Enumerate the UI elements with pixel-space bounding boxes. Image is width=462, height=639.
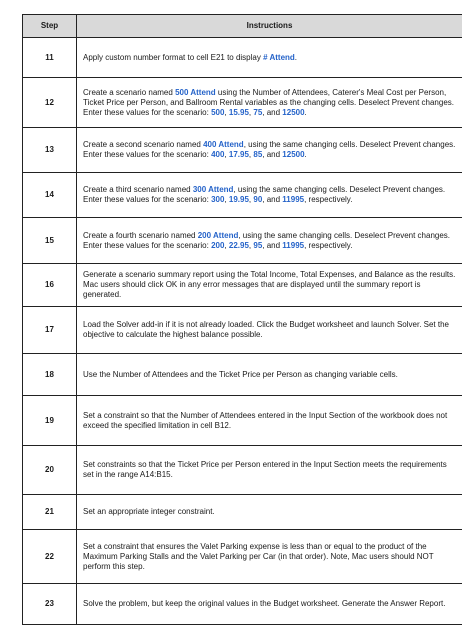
highlighted-value: 95	[253, 240, 263, 250]
instruction-text: , and	[262, 240, 283, 250]
instruction-text: using the Number of Attendees, Caterer's Meal Cost per Person, Ticket Price per Person, and Ballroom Rental variables as the changing cells. Deselect Prevent changes. Enter these values for the scenario:	[83, 87, 455, 117]
step-number: 21	[23, 495, 77, 530]
instruction-text: ,	[248, 240, 254, 250]
instruction-text: Generate a scenario summary report using the Total Income, Total Expenses, and Balance as the results. Mac users should click OK in any error messages that are displayed until the summary report is generated.	[83, 270, 456, 299]
instruction-text: ,	[224, 150, 229, 159]
instruction-text: , and	[262, 150, 283, 159]
step-number: 20	[23, 446, 77, 495]
highlighted-value: 500 Attend	[175, 87, 216, 97]
header-row	[23, 15, 462, 38]
step-instruction	[77, 128, 462, 173]
instruction-text: Solve the problem, but keep the original values in the Budget worksheet. Generate the Answer Report.	[83, 599, 446, 608]
step-number: 14	[23, 173, 77, 218]
steps-table	[22, 14, 462, 625]
instruction-text: .	[294, 52, 298, 62]
instruction-text: Create a second scenario named	[83, 140, 204, 149]
instruction-text: , using the same changing cells. Deselect Prevent changes. Enter these values for the scenario:	[83, 230, 451, 250]
instruction-text: ,	[248, 150, 254, 159]
step-number: 15	[23, 218, 77, 264]
highlighted-value: 400 Attend	[203, 140, 244, 149]
step-row	[23, 530, 462, 584]
instruction-text: , respectively.	[304, 195, 353, 204]
step-row	[23, 128, 462, 173]
highlighted-value: 300	[211, 195, 225, 204]
step-instruction	[77, 396, 462, 446]
instruction-text: ,	[224, 107, 229, 117]
step-row	[23, 584, 462, 625]
highlighted-value: 12500	[282, 150, 305, 159]
instruction-text: Load the Solver add-in if it is not already loaded. Click the Budget worksheet and launch Solver. Set the objective to calculate the highest balance possible.	[83, 320, 449, 339]
highlighted-value: 11995	[282, 195, 305, 204]
step-number: 13	[23, 128, 77, 173]
steps-body	[23, 38, 462, 625]
instruction-text: , and	[262, 195, 283, 204]
instruction-text: , using the same changing cells. Deselect Prevent changes. Enter these values for the scenario:	[83, 140, 456, 159]
step-number: 18	[23, 354, 77, 396]
step-instruction	[77, 530, 462, 584]
step-instruction	[77, 38, 462, 78]
step-number: 22	[23, 530, 77, 584]
step-instruction	[77, 218, 462, 264]
step-instruction	[77, 446, 462, 495]
instruction-text: ,	[248, 107, 254, 117]
highlighted-value: 85	[253, 150, 263, 159]
step-number: 11	[23, 38, 77, 78]
step-number: 23	[23, 584, 77, 625]
instruction-text: ,	[224, 195, 229, 204]
highlighted-value: 15.95	[228, 107, 249, 117]
step-row	[23, 396, 462, 446]
instruction-text: ,	[224, 240, 229, 250]
instruction-text: , respectively.	[304, 240, 353, 250]
step-row	[23, 264, 462, 307]
instruction-text: Create a scenario named	[83, 87, 176, 97]
instruction-text: Set an appropriate integer constraint.	[83, 507, 215, 516]
highlighted-value: 22.95	[228, 240, 249, 250]
highlighted-value: 400	[211, 150, 225, 159]
instruction-text: Set a constraint that ensures the Valet Parking expense is less than or equal to the product of the Maximum Parking Stalls and the Valet Parking per Car (in that order). Note, Mac users should NOT perform this step.	[83, 541, 434, 571]
instruction-text: .	[304, 107, 307, 117]
step-number: 16	[23, 264, 77, 307]
highlighted-value: 11995	[282, 240, 305, 250]
step-number: 17	[23, 307, 77, 354]
highlighted-value: 90	[253, 195, 263, 204]
step-row	[23, 173, 462, 218]
step-instruction	[77, 78, 462, 128]
highlighted-value: 12500	[282, 107, 305, 117]
step-row	[23, 218, 462, 264]
step-instruction	[77, 307, 462, 354]
instructions-column-header: Instructions	[77, 15, 462, 38]
step-instruction	[77, 584, 462, 625]
highlighted-value: 200 Attend	[197, 230, 239, 240]
step-row	[23, 78, 462, 128]
step-instruction	[77, 354, 462, 396]
instruction-text: Create a fourth scenario named	[83, 230, 198, 240]
highlighted-value: 17.95	[228, 150, 249, 159]
step-instruction	[77, 173, 462, 218]
highlighted-value: 200	[211, 240, 225, 250]
step-number: 12	[23, 78, 77, 128]
step-instruction	[77, 264, 462, 307]
instruction-text: .	[304, 150, 307, 159]
step-instruction	[77, 495, 462, 530]
step-row	[23, 446, 462, 495]
highlighted-value: # Attend	[263, 52, 295, 62]
instruction-text: , and	[262, 107, 283, 117]
step-row	[23, 307, 462, 354]
highlighted-value: 500	[211, 107, 225, 117]
step-row	[23, 354, 462, 396]
instruction-text: ,	[248, 195, 254, 204]
instruction-text: , using the same changing cells. Deselect Prevent changes. Enter these values for the scenario:	[83, 185, 446, 204]
instruction-text: Apply custom number format to cell E21 to display	[83, 52, 264, 62]
instruction-text: Use the Number of Attendees and the Ticket Price per Person as changing variable cells.	[83, 369, 398, 379]
highlighted-value: 300 Attend	[192, 185, 234, 194]
highlighted-value: 75	[253, 107, 263, 117]
step-row	[23, 495, 462, 530]
step-row	[23, 38, 462, 78]
step-number: 19	[23, 396, 77, 446]
instruction-text: Create a third scenario named	[83, 185, 193, 194]
highlighted-value: 19.95	[228, 195, 249, 204]
step-column-header: Step	[23, 15, 77, 38]
instruction-text: Set a constraint so that the Number of Attendees entered in the Input Section of the workbook does not exceed the specified limitation in cell B12.	[83, 410, 448, 430]
instruction-text: Set constraints so that the Ticket Price per Person entered in the Input Section meets the requirements set in the range A14:B15.	[83, 460, 447, 479]
